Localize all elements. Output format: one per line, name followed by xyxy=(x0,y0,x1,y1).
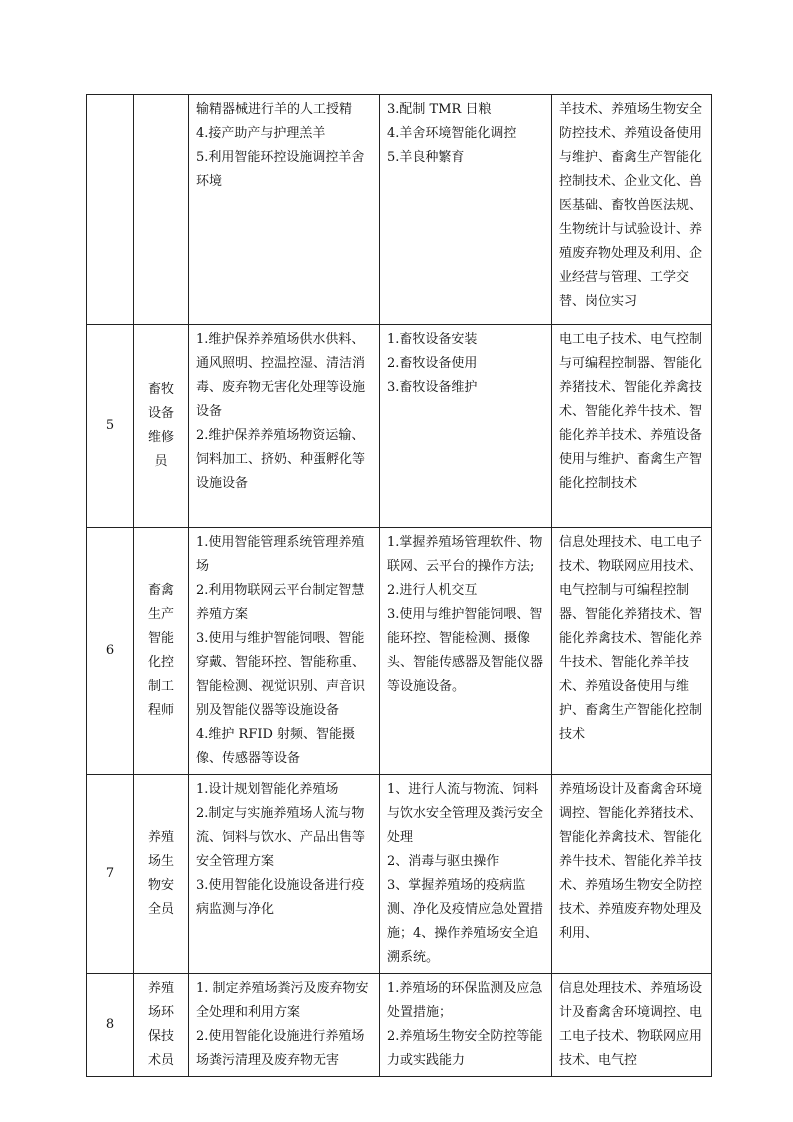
ability-line: 1、进行人流与物流、饲料与饮水安全管理及粪污安全处理 xyxy=(387,782,544,845)
work-tasks-cell xyxy=(189,974,380,1077)
courses-cell: 养殖场设计及畜禽舍环境调控、智能化养猪技术、智能化养禽技术、智能化养牛技术、智能化养羊技术、养殖场生物安全防控技术、养殖废弃物处理及利用、 xyxy=(552,775,712,974)
ability-line: 3.配制 TMR 日粮 xyxy=(387,102,492,117)
ability-line: 1.畜牧设备安装 xyxy=(387,332,478,347)
task-line: 3.使用智能化设施设备进行疫病监测与净化 xyxy=(196,878,365,917)
job-title-cell xyxy=(134,95,189,325)
work-tasks-cell xyxy=(189,325,380,528)
abilities-cell xyxy=(380,325,552,528)
task-line: 1.维护保养养殖场供水供料、通风照明、控温控湿、清洁消毒、废弃物无害化处理等设施设备 xyxy=(196,332,366,419)
ability-line: 4.羊舍环境智能化调控 xyxy=(387,126,517,141)
row-number-cell: 7 xyxy=(87,775,134,974)
job-title-cell: 养殖场环保技术员 xyxy=(134,974,189,1077)
ability-line: 1.掌握养殖场管理软件、物联网、云平台的操作方法; xyxy=(387,535,543,574)
row-number-cell xyxy=(87,95,134,325)
ability-line: 5.羊良种繁育 xyxy=(387,150,465,165)
task-line: 4.接产助产与护理羔羊 xyxy=(196,126,326,141)
ability-line: 2、消毒与驱虫操作 xyxy=(387,854,500,869)
task-line: 2.维护保养养殖场物资运输、饲料加工、挤奶、种蛋孵化等设施设备 xyxy=(196,428,366,491)
courses-cell: 信息处理技术、养殖场设计及畜禽舍环境调控、电工电子技术、物联网应用技术、电气控 xyxy=(552,974,712,1077)
task-line: 3.使用与维护智能饲喂、智能穿戴、智能环控、智能称重、智能检测、视觉识别、声音识别及智能仪器等设施设备 xyxy=(196,631,366,718)
job-title-cell: 畜禽生产智能化控制工程师 xyxy=(134,528,189,775)
courses-cell: 电工电子技术、电气控制与可编程控制器、智能化养猪技术、智能化养禽技术、智能化养牛技术、智能化养羊技术、养殖设备使用与维护、畜禽生产智能化控制技术 xyxy=(552,325,712,528)
ability-line: 3.畜牧设备维护 xyxy=(387,380,478,395)
ability-line: 3、掌握养殖场的疫病监测、净化及疫情应急处置措施；4、操作养殖场安全追溯系统。 xyxy=(387,878,544,965)
ability-line: 2.进行人机交互 xyxy=(387,583,478,598)
task-line: 1. 制定养殖场粪污及废弃物安全处理和利用方案 xyxy=(196,981,369,1020)
task-line: 5.利用智能环控设施调控羊舍环境 xyxy=(196,150,365,189)
work-tasks-cell xyxy=(189,528,380,775)
job-title-cell: 养殖场生物安全员 xyxy=(134,775,189,974)
task-line: 1.设计规划智能化养殖场 xyxy=(196,782,339,797)
table-row xyxy=(87,325,712,528)
abilities-cell xyxy=(380,974,552,1077)
work-tasks-cell xyxy=(189,95,380,325)
abilities-cell xyxy=(380,775,552,974)
courses-cell: 信息处理技术、电工电子技术、物联网应用技术、电气控制与可编程控制器、智能化养猪技术、智能化养禽技术、智能化养牛技术、智能化养羊技术、养殖设备使用与维护、畜禽生产智能化控制技术 xyxy=(552,528,712,775)
task-line: 2.使用智能化设施进行养殖场场粪污清理及废弃物无害 xyxy=(196,1029,365,1068)
ability-line: 3.使用与维护智能饲喂、智能环控、智能检测、摄像头、智能传感器及智能仪器等设施设备。 xyxy=(387,607,544,694)
abilities-cell xyxy=(380,528,552,775)
table-row xyxy=(87,528,712,775)
ability-line: 1.养殖场的环保监测及应急处置措施； xyxy=(387,981,543,1020)
table-row xyxy=(87,95,712,325)
task-line: 1.使用智能管理系统管理养殖场 xyxy=(196,535,365,574)
task-line: 2.利用物联网云平台制定智慧养殖方案 xyxy=(196,583,365,622)
row-number-cell: 6 xyxy=(87,528,134,775)
ability-line: 2.养殖场生物安全防控等能力或实践能力 xyxy=(387,1029,543,1068)
curriculum-table xyxy=(86,94,712,1077)
row-number-cell: 8 xyxy=(87,974,134,1077)
courses-cell: 羊技术、养殖场生物安全防控技术、养殖设备使用与维护、畜禽生产智能化控制技术、企业文化、兽医基础、畜牧兽医法规、生物统计与试验设计、养殖废弃物处理及利用、企业经营与管理、工学交替、岗位实习 xyxy=(552,95,712,325)
table-row xyxy=(87,974,712,1077)
task-line: 2.制定与实施养殖场人流与物流、饲料与饮水、产品出售等安全管理方案 xyxy=(196,806,366,869)
job-title-cell: 畜牧设备维修员 xyxy=(134,325,189,528)
table-row xyxy=(87,775,712,974)
abilities-cell xyxy=(380,95,552,325)
task-line: 4.维护 RFID 射频、智能摄像、传感器等设备 xyxy=(196,727,356,766)
work-tasks-cell xyxy=(189,775,380,974)
task-line: 输精器械进行羊的人工授精 xyxy=(196,102,353,117)
ability-line: 2.畜牧设备使用 xyxy=(387,356,478,371)
row-number-cell: 5 xyxy=(87,325,134,528)
